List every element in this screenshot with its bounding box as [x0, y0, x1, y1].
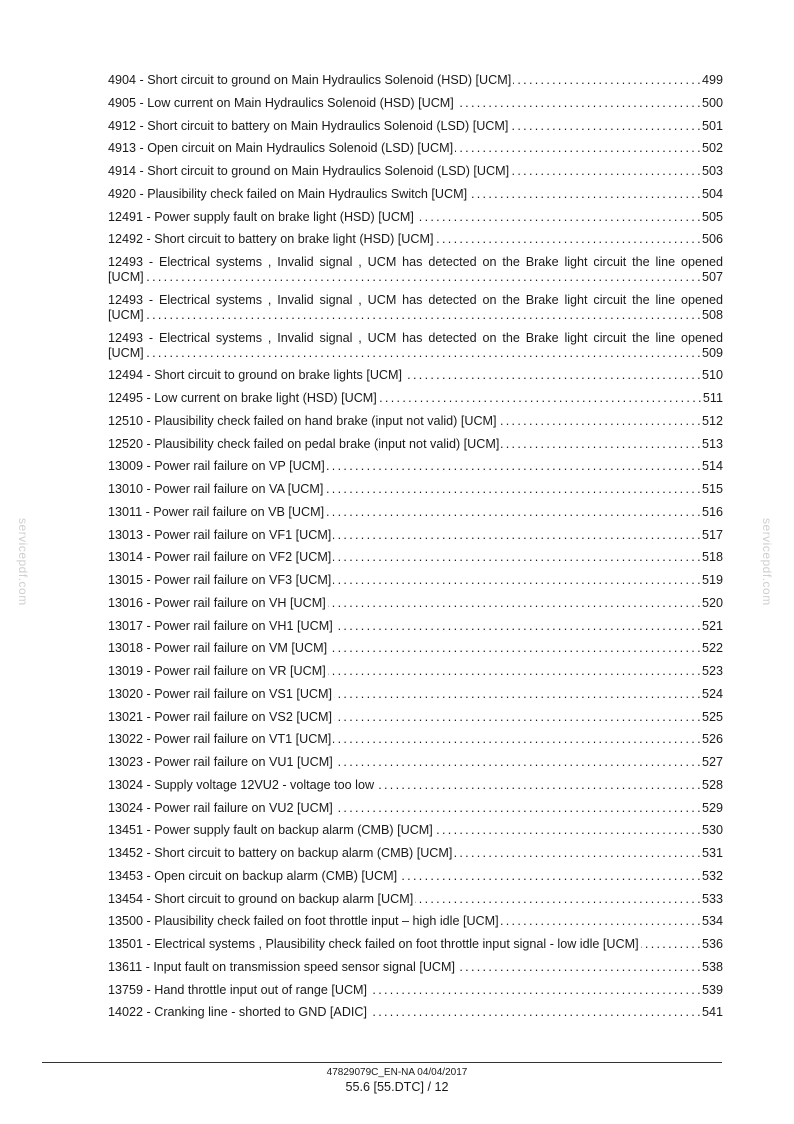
- toc-entry-title: Electrical systems , Invalid signal , UCM has detected on the Brake light circuit the line opened: [158, 330, 723, 345]
- dot-leader: [469, 187, 700, 202]
- toc-entry-code: 13452: [108, 846, 144, 860]
- toc-entry-title-continued: [UCM]: [108, 307, 144, 322]
- toc-entry-code: 13024: [108, 777, 144, 792]
- toc-entry[interactable]: 13017 - Power rail failure on VH1 [UCM] . . . 521: [108, 619, 723, 634]
- toc-entry-title: Power rail failure on VS2 [UCM]: [154, 709, 333, 724]
- toc-entry-code: 13009: [108, 459, 144, 474]
- dot-leader: [335, 755, 700, 770]
- toc-entry-page: 507: [701, 270, 723, 284]
- toc-entry[interactable]: 12495 - Low current on brake light (HSD) [UCM] . . . 511: [108, 391, 723, 406]
- toc-entry-title: Open circuit on Main Hydraulics Solenoid (LSD) [UCM]: [147, 141, 454, 156]
- toc-entry-title: Power rail failure on VF2 [UCM]: [154, 550, 332, 565]
- toc-entry-title: Open circuit on backup alarm (CMB) [UCM]: [154, 868, 398, 883]
- toc-entry[interactable]: 4920 - Plausibility check failed on Main Hydraulics Switch [UCM] . . . 504: [108, 187, 723, 202]
- toc-entry[interactable]: 13454 - Short circuit to ground on backup alarm [UCM] . . . 533: [108, 892, 723, 907]
- toc-entry-title-continued: [UCM]: [108, 270, 144, 284]
- footer-document-id: 47829079C_EN-NA 04/04/2017: [326, 1067, 468, 1078]
- toc-entry[interactable]: 13024 - Supply voltage 12VU2 - voltage too low . . . 528: [108, 778, 723, 793]
- toc-entry-title: Power rail failure on VR [UCM]: [154, 664, 326, 678]
- toc-entry-page: 500: [701, 95, 723, 110]
- toc-entry-code: 13018: [108, 641, 144, 656]
- toc-entry-page: 521: [701, 618, 723, 633]
- toc-entry-page: 515: [701, 482, 723, 496]
- toc-entry-title: Electrical systems , Invalid signal , UCM has detected on the Brake light circuit the line opened: [158, 255, 723, 269]
- dot-leader: [333, 528, 700, 543]
- toc-entry-code: 13454: [108, 891, 144, 906]
- toc-entry-page: 504: [701, 186, 723, 201]
- toc-entry[interactable]: 12493 - Electrical systems , Invalid signal , UCM has detected on the Brake light circuit the line opened [UCM] . . . 507: [108, 255, 723, 285]
- dot-leader: [436, 232, 700, 247]
- dot-leader: [334, 710, 700, 725]
- toc-entry-code: 13016: [108, 595, 144, 610]
- watermark-left: servicepdf.com: [16, 518, 30, 606]
- toc-entry[interactable]: 4912 - Short circuit to battery on Main Hydraulics Solenoid (LSD) [UCM] . . . 501: [108, 119, 723, 134]
- toc-entry-code: 13759: [108, 982, 144, 997]
- toc-entry-page: 532: [701, 868, 723, 883]
- toc-entry[interactable]: 13014 - Power rail failure on VF2 [UCM] . . . 518: [108, 550, 723, 565]
- toc-entry[interactable]: 4914 - Short circuit to ground on Main Hydraulics Solenoid (LSD) [UCM] . . . 503: [108, 164, 723, 179]
- toc-entry[interactable]: 12492 - Short circuit to battery on brake light (HSD) [UCM] . . . 506: [108, 232, 723, 247]
- toc-entry-code: 13501: [108, 937, 144, 951]
- toc-entry-code: 13015: [108, 573, 144, 587]
- toc-entry[interactable]: 4913 - Open circuit on Main Hydraulics Solenoid (LSD) [UCM] . . . 502: [108, 141, 723, 156]
- toc-entry-code: 13500: [108, 914, 144, 929]
- toc-entry-title: Power rail failure on VB [UCM]: [153, 504, 325, 519]
- dot-leader: [326, 505, 700, 520]
- toc-entry-title: Power rail failure on VP [UCM]: [154, 459, 325, 474]
- toc-entry[interactable]: 14022 - Cranking line - shorted to GND [ADIC] . . . 541: [108, 1005, 723, 1020]
- toc-entry-title: Hand throttle input out of range [UCM]: [154, 982, 368, 997]
- dot-leader: [146, 270, 700, 285]
- toc-entry-title: Short circuit to battery on brake light (HSD) [UCM]: [154, 232, 434, 247]
- toc-entry-page: 506: [701, 232, 723, 247]
- dot-leader: [369, 983, 700, 998]
- toc-entry-title: Power rail failure on VU2 [UCM]: [154, 800, 333, 815]
- toc-entry-code: 12493: [108, 292, 144, 307]
- toc-entry-page: 539: [701, 982, 723, 997]
- toc-entry-code: 13453: [108, 868, 144, 883]
- toc-entry-page: 502: [701, 141, 723, 156]
- toc-entry-code: 12520: [108, 436, 144, 451]
- toc-entry-code: 13017: [108, 618, 144, 633]
- toc-entry-title: Power rail failure on VS1 [UCM]: [154, 686, 333, 701]
- dot-leader: [499, 414, 700, 429]
- dot-leader: [329, 641, 700, 656]
- toc-entry-page: 501: [701, 118, 723, 133]
- dot-leader: [327, 459, 700, 474]
- toc-entry-page: 522: [701, 641, 723, 656]
- toc-entry[interactable]: 13023 - Power rail failure on VU1 [UCM] . . . 527: [108, 755, 723, 770]
- toc-entry[interactable]: 12491 - Power supply fault on brake light (HSD) [UCM] . . . 505: [108, 210, 723, 225]
- toc-entry-page: 541: [701, 1005, 723, 1020]
- toc-entry-title: Short circuit to ground on brake lights [UCM]: [154, 368, 403, 383]
- toc-entry-page: 527: [701, 755, 723, 769]
- toc-entry[interactable]: 12494 - Short circuit to ground on brake lights [UCM] . . . 510: [108, 368, 723, 383]
- toc-entry-title-continued: [UCM]: [108, 345, 144, 360]
- dot-leader: [510, 119, 700, 134]
- toc-entry-page: 516: [701, 504, 723, 519]
- toc-entry-title: Plausibility check failed on hand brake (input not valid) [UCM]: [154, 413, 497, 428]
- toc-entry-title: Low current on brake light (HSD) [UCM]: [154, 391, 377, 405]
- toc-entry[interactable]: 13013 - Power rail failure on VF1 [UCM] . . . 517: [108, 528, 723, 543]
- toc-entry-code: 4912: [108, 118, 137, 133]
- dot-leader: [333, 732, 700, 747]
- watermark-right: servicepdf.com: [760, 518, 774, 606]
- toc-entry-page: 536: [701, 937, 723, 951]
- toc-entry-page: 520: [701, 595, 723, 610]
- toc-entry-title: Power supply fault on brake light (HSD) [UCM]: [154, 209, 414, 224]
- toc-entry-title: Short circuit to battery on backup alarm (CMB) [UCM]: [154, 846, 453, 860]
- dot-leader: [501, 437, 700, 452]
- dot-leader: [513, 73, 700, 88]
- toc-entry-code: 13022: [108, 732, 144, 747]
- dot-leader: [334, 687, 700, 702]
- toc-entry-code: 12510: [108, 413, 144, 428]
- toc-entry-code: 4904: [108, 73, 137, 87]
- toc-entry-page: 523: [701, 664, 723, 678]
- dot-leader: [455, 141, 700, 156]
- toc-entry-page: 511: [702, 391, 723, 405]
- toc-entry[interactable]: 13452 - Short circuit to battery on backup alarm (CMB) [UCM] . . . 531: [108, 846, 723, 861]
- dot-leader: [399, 869, 700, 884]
- toc-entry-page: 533: [701, 891, 723, 906]
- toc-entry-title: Electrical systems , Plausibility check failed on foot throttle input signal - low idle [UCM]: [154, 937, 639, 951]
- footer-page-reference: 55.6 [55.DTC] / 12: [345, 1080, 449, 1094]
- dot-leader: [415, 892, 700, 907]
- footer-divider: [42, 1062, 722, 1063]
- toc-entry[interactable]: 13501 - Electrical systems , Plausibility check failed on foot throttle input signal - low idle [UCM] . . . 536: [108, 937, 723, 952]
- dot-leader: [333, 573, 700, 588]
- toc-entry-code: 13010: [108, 482, 144, 496]
- toc-entry[interactable]: 13500 - Plausibility check failed on foot throttle input – high idle [UCM] . . . 534: [108, 914, 723, 929]
- toc-entry[interactable]: 12520 - Plausibility check failed on pedal brake (input not valid) [UCM] . . . 513: [108, 437, 723, 452]
- toc-entry[interactable]: 13018 - Power rail failure on VM [UCM] . . . 522: [108, 641, 723, 656]
- toc-entry-title: Supply voltage 12VU2 - voltage too low: [154, 777, 375, 792]
- toc-entry-title: Power rail failure on VF1 [UCM]: [154, 527, 332, 542]
- toc-entry-page: 512: [701, 413, 723, 428]
- toc-entry[interactable]: 13015 - Power rail failure on VF3 [UCM] . . . 519: [108, 573, 723, 588]
- toc-entry-page: 526: [701, 732, 723, 747]
- toc-entry[interactable]: 13011 - Power rail failure on VB [UCM] . . . 516: [108, 505, 723, 520]
- toc-entry-title: Electrical systems , Invalid signal , UCM has detected on the Brake light circuit the line opened: [158, 292, 723, 307]
- toc-entry-title: Plausibility check failed on pedal brake (input not valid) [UCM]: [154, 436, 500, 451]
- dot-leader: [328, 596, 700, 611]
- toc-entry-code: 12494: [108, 368, 144, 383]
- toc-entry-page: 503: [701, 164, 723, 178]
- toc-entry-title: Short circuit to battery on Main Hydraulics Solenoid (LSD) [UCM]: [147, 118, 509, 133]
- toc-entry-code: 4920: [108, 186, 137, 201]
- toc-entry-title: Plausibility check failed on Main Hydraulics Switch [UCM]: [147, 186, 468, 201]
- toc-entry[interactable]: 13016 - Power rail failure on VH [UCM] . . . 520: [108, 596, 723, 611]
- toc-entry-code: 13021: [108, 709, 144, 724]
- dot-leader: [379, 391, 701, 406]
- toc-entry-code: 12493: [108, 330, 144, 345]
- dot-leader: [416, 210, 700, 225]
- dot-leader: [454, 846, 700, 861]
- dot-leader: [501, 914, 700, 929]
- toc-entry-page: 525: [701, 709, 723, 724]
- toc-entry-code: 13014: [108, 550, 144, 565]
- toc-entry-title: Power rail failure on VH1 [UCM]: [154, 618, 333, 633]
- toc-entry-title: Power rail failure on VF3 [UCM]: [154, 573, 332, 587]
- toc-entry-code: 12495: [108, 391, 144, 405]
- table-of-contents: [108, 73, 723, 1028]
- dot-leader: [404, 368, 700, 383]
- toc-entry[interactable]: 12510 - Plausibility check failed on hand brake (input not valid) [UCM] . . . 512: [108, 414, 723, 429]
- toc-entry-code: 14022: [108, 1005, 144, 1020]
- dot-leader: [333, 550, 700, 565]
- toc-entry[interactable]: 13022 - Power rail failure on VT1 [UCM] . . . 526: [108, 732, 723, 747]
- dot-leader: [456, 96, 700, 111]
- toc-entry[interactable]: 13020 - Power rail failure on VS1 [UCM] . . . 524: [108, 687, 723, 702]
- toc-entry-title: Power rail failure on VA [UCM]: [154, 482, 324, 496]
- toc-entry-code: 13019: [108, 664, 144, 678]
- toc-entry-title: Short circuit to ground on backup alarm [UCM]: [154, 891, 414, 906]
- toc-entry-page: 508: [701, 307, 723, 322]
- toc-entry[interactable]: 4904 - Short circuit to ground on Main Hydraulics Solenoid (HSD) [UCM] . . . 499: [108, 73, 723, 88]
- toc-entry-page: 509: [701, 345, 723, 360]
- toc-entry-code: 13611: [108, 959, 143, 974]
- toc-entry[interactable]: 13759 - Hand throttle input out of range [UCM] . . . 539: [108, 983, 723, 998]
- toc-entry-code: 13020: [108, 686, 144, 701]
- toc-entry-code: 13011: [108, 504, 143, 519]
- toc-entry-page: 519: [701, 573, 723, 587]
- toc-entry[interactable]: 12493 - Electrical systems , Invalid signal , UCM has detected on the Brake light circuit the line opened [UCM] . . . 509: [108, 331, 723, 361]
- toc-entry[interactable]: 13009 - Power rail failure on VP [UCM] . . . 514: [108, 459, 723, 474]
- toc-entry-page: 514: [701, 459, 723, 474]
- dot-leader: [328, 664, 700, 679]
- toc-entry-title: Input fault on transmission speed sensor signal [UCM]: [153, 959, 455, 974]
- toc-entry-page: 530: [701, 823, 723, 838]
- toc-entry-page: 513: [701, 436, 723, 451]
- toc-entry-code: 12491: [108, 209, 144, 224]
- dot-leader: [325, 482, 700, 497]
- toc-entry-title: Power rail failure on VM [UCM]: [154, 641, 328, 656]
- dot-leader: [335, 619, 700, 634]
- toc-entry-title: Low current on Main Hydraulics Solenoid (HSD) [UCM]: [147, 95, 454, 110]
- toc-entry-title: Cranking line - shorted to GND [ADIC]: [154, 1005, 368, 1020]
- toc-entry-title: Short circuit to ground on Main Hydraulics Solenoid (HSD) [UCM]: [147, 73, 512, 87]
- toc-entry-page: 499: [701, 73, 723, 87]
- toc-entry-page: 505: [701, 209, 723, 224]
- toc-entry-code: 12493: [108, 255, 144, 269]
- toc-entry-title: Short circuit to ground on Main Hydraulics Solenoid (LSD) [UCM]: [147, 164, 510, 178]
- toc-entry-page: 524: [701, 686, 723, 701]
- toc-entry-page: 517: [701, 527, 723, 542]
- toc-entry-code: 4913: [108, 141, 137, 156]
- toc-entry-page: 531: [701, 846, 723, 860]
- toc-entry[interactable]: 13024 - Power rail failure on VU2 [UCM] . . . 529: [108, 801, 723, 816]
- toc-entry[interactable]: 13611 - Input fault on transmission speed sensor signal [UCM] . . . 538: [108, 960, 723, 975]
- toc-entry-code: 12492: [108, 232, 144, 247]
- dot-leader: [335, 801, 700, 816]
- dot-leader: [435, 823, 700, 838]
- toc-entry-page: 529: [701, 800, 723, 815]
- toc-entry-page: 518: [701, 550, 723, 565]
- dot-leader: [457, 960, 700, 975]
- toc-entry-page: 538: [701, 959, 723, 974]
- toc-entry[interactable]: 13451 - Power supply fault on backup alarm (CMB) [UCM] . . . 530: [108, 823, 723, 838]
- toc-entry-code: 13013: [108, 527, 144, 542]
- toc-entry-page: 510: [701, 368, 723, 383]
- toc-entry-code: 4905: [108, 95, 137, 110]
- toc-entry[interactable]: 12493 - Electrical systems , Invalid signal , UCM has detected on the Brake light circuit the line opened [UCM] . . . 508: [108, 293, 723, 323]
- toc-entry[interactable]: 13021 - Power rail failure on VS2 [UCM] . . . 525: [108, 710, 723, 725]
- toc-entry-code: 4914: [108, 164, 137, 178]
- toc-entry-title: Power supply fault on backup alarm (CMB) [UCM]: [154, 823, 433, 838]
- toc-entry-code: 13023: [108, 755, 144, 769]
- toc-entry-page: 528: [701, 777, 723, 792]
- dot-leader: [511, 164, 700, 179]
- toc-entry-code: 13451: [108, 823, 144, 838]
- toc-entry[interactable]: 13019 - Power rail failure on VR [UCM] . . . 523: [108, 664, 723, 679]
- dot-leader: [641, 937, 700, 952]
- toc-entry-title: Power rail failure on VH [UCM]: [154, 595, 326, 610]
- toc-entry-title: Power rail failure on VU1 [UCM]: [154, 755, 333, 769]
- dot-leader: [146, 346, 700, 361]
- toc-entry[interactable]: 13010 - Power rail failure on VA [UCM] . . . 515: [108, 482, 723, 497]
- toc-entry-code: 13024: [108, 800, 144, 815]
- toc-entry-title: Plausibility check failed on foot throttle input – high idle [UCM]: [154, 914, 499, 929]
- toc-entry-title: Power rail failure on VT1 [UCM]: [154, 732, 332, 747]
- dot-leader: [146, 308, 700, 323]
- dot-leader: [369, 1005, 700, 1020]
- toc-entry[interactable]: 13453 - Open circuit on backup alarm (CMB) [UCM] . . . 532: [108, 869, 723, 884]
- toc-entry-page: 534: [701, 914, 723, 929]
- dot-leader: [376, 778, 700, 793]
- toc-entry[interactable]: 4905 - Low current on Main Hydraulics Solenoid (HSD) [UCM] . . . 500: [108, 96, 723, 111]
